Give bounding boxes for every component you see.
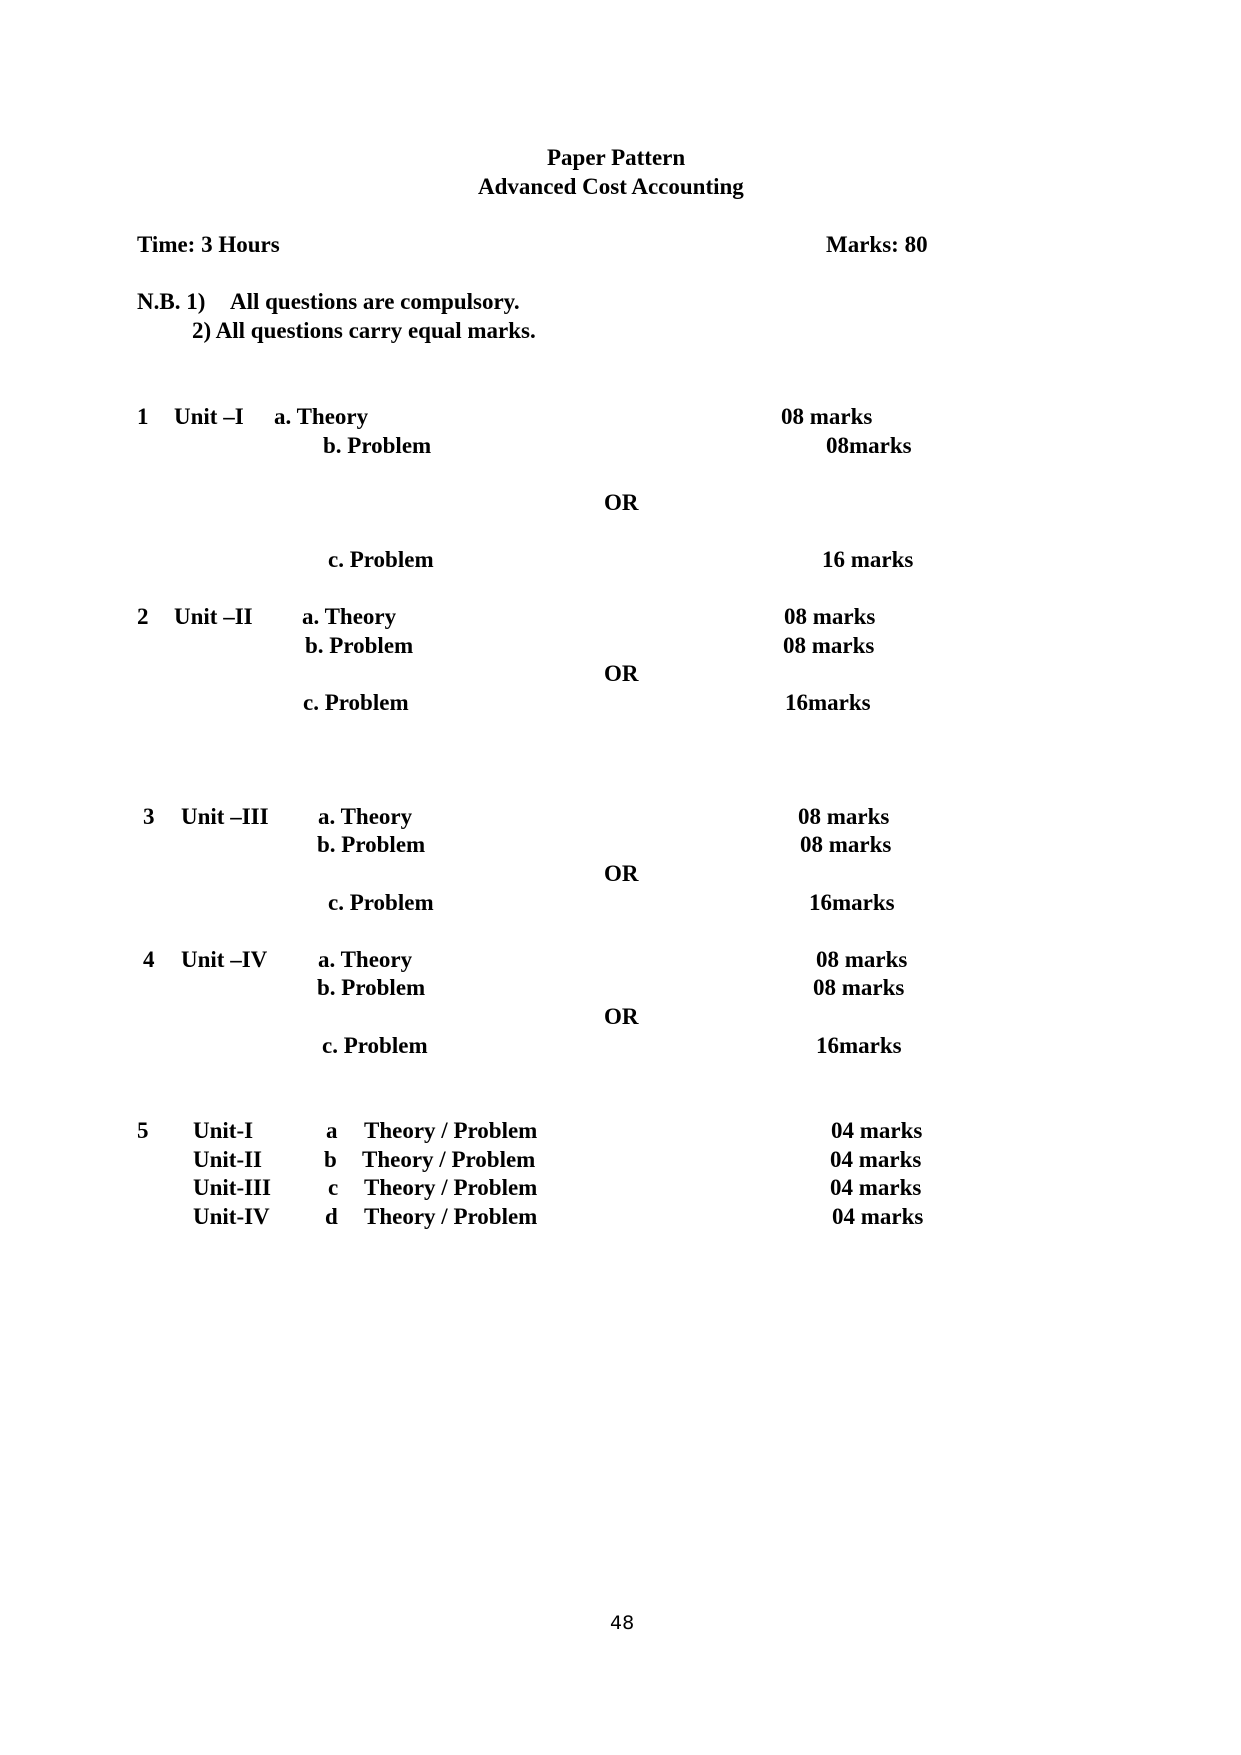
or-separator: OR (604, 1004, 639, 1029)
part-b-marks: 08 marks (800, 832, 892, 857)
note-2: 2) All questions carry equal marks. (192, 318, 536, 343)
part-c-marks: 16marks (785, 690, 871, 715)
time-label: Time: 3 Hours (137, 232, 280, 257)
part-a-label: a. Theory (302, 604, 397, 629)
question-number: 5 (137, 1118, 149, 1143)
page-subtitle: Advanced Cost Accounting (478, 174, 744, 199)
part-a-marks: 08 marks (798, 804, 890, 829)
q5-letter: b (324, 1147, 337, 1172)
unit-label: Unit –II (174, 604, 253, 629)
part-c-marks: 16marks (816, 1033, 902, 1058)
part-c-marks: 16marks (809, 890, 895, 915)
part-c-label: c. Problem (328, 547, 434, 572)
part-c-label: c. Problem (303, 690, 409, 715)
part-c-label: c. Problem (322, 1033, 428, 1058)
q5-letter: a (326, 1118, 338, 1143)
unit-label: Unit –I (174, 404, 244, 429)
part-c-marks: 16 marks (822, 547, 914, 572)
q5-type: Theory / Problem (364, 1175, 538, 1200)
part-a-marks: 08 marks (816, 947, 908, 972)
part-b-label: b. Problem (305, 633, 414, 658)
or-separator: OR (604, 490, 639, 515)
or-separator: OR (604, 861, 639, 886)
part-a-marks: 08 marks (781, 404, 873, 429)
total-marks-label: Marks: 80 (826, 232, 928, 257)
q5-unit: Unit-III (193, 1175, 271, 1200)
q5-marks: 04 marks (831, 1118, 923, 1143)
part-c-label: c. Problem (328, 890, 434, 915)
q5-type: Theory / Problem (364, 1204, 538, 1229)
q5-unit: Unit-IV (193, 1204, 270, 1229)
part-b-marks: 08 marks (783, 633, 875, 658)
note-1: All questions are compulsory. (230, 289, 520, 314)
question-number: 3 (143, 804, 155, 829)
question-number: 2 (137, 604, 149, 629)
part-b-marks: 08 marks (813, 975, 905, 1000)
part-b-label: b. Problem (317, 832, 426, 857)
part-b-label: b. Problem (317, 975, 426, 1000)
q5-type: Theory / Problem (364, 1118, 538, 1143)
q5-unit: Unit-II (193, 1147, 263, 1172)
question-number: 1 (137, 404, 149, 429)
part-b-label: b. Problem (323, 433, 432, 458)
page-title: Paper Pattern (547, 145, 686, 170)
part-a-label: a. Theory (318, 947, 413, 972)
q5-unit: Unit-I (193, 1118, 254, 1143)
question-number: 4 (143, 947, 155, 972)
unit-label: Unit –IV (181, 947, 268, 972)
page-number: 48 (610, 1612, 635, 1634)
q5-type: Theory / Problem (362, 1147, 536, 1172)
unit-label: Unit –III (181, 804, 269, 829)
part-a-marks: 08 marks (784, 604, 876, 629)
q5-letter: c (328, 1175, 339, 1200)
q5-marks: 04 marks (832, 1204, 924, 1229)
note-prefix: N.B. 1) (137, 289, 206, 314)
part-a-label: a. Theory (318, 804, 413, 829)
q5-marks: 04 marks (830, 1147, 922, 1172)
part-b-marks: 08marks (826, 433, 912, 458)
or-separator: OR (604, 661, 639, 686)
q5-marks: 04 marks (830, 1175, 922, 1200)
part-a-label: a. Theory (274, 404, 369, 429)
q5-letter: d (325, 1204, 338, 1229)
